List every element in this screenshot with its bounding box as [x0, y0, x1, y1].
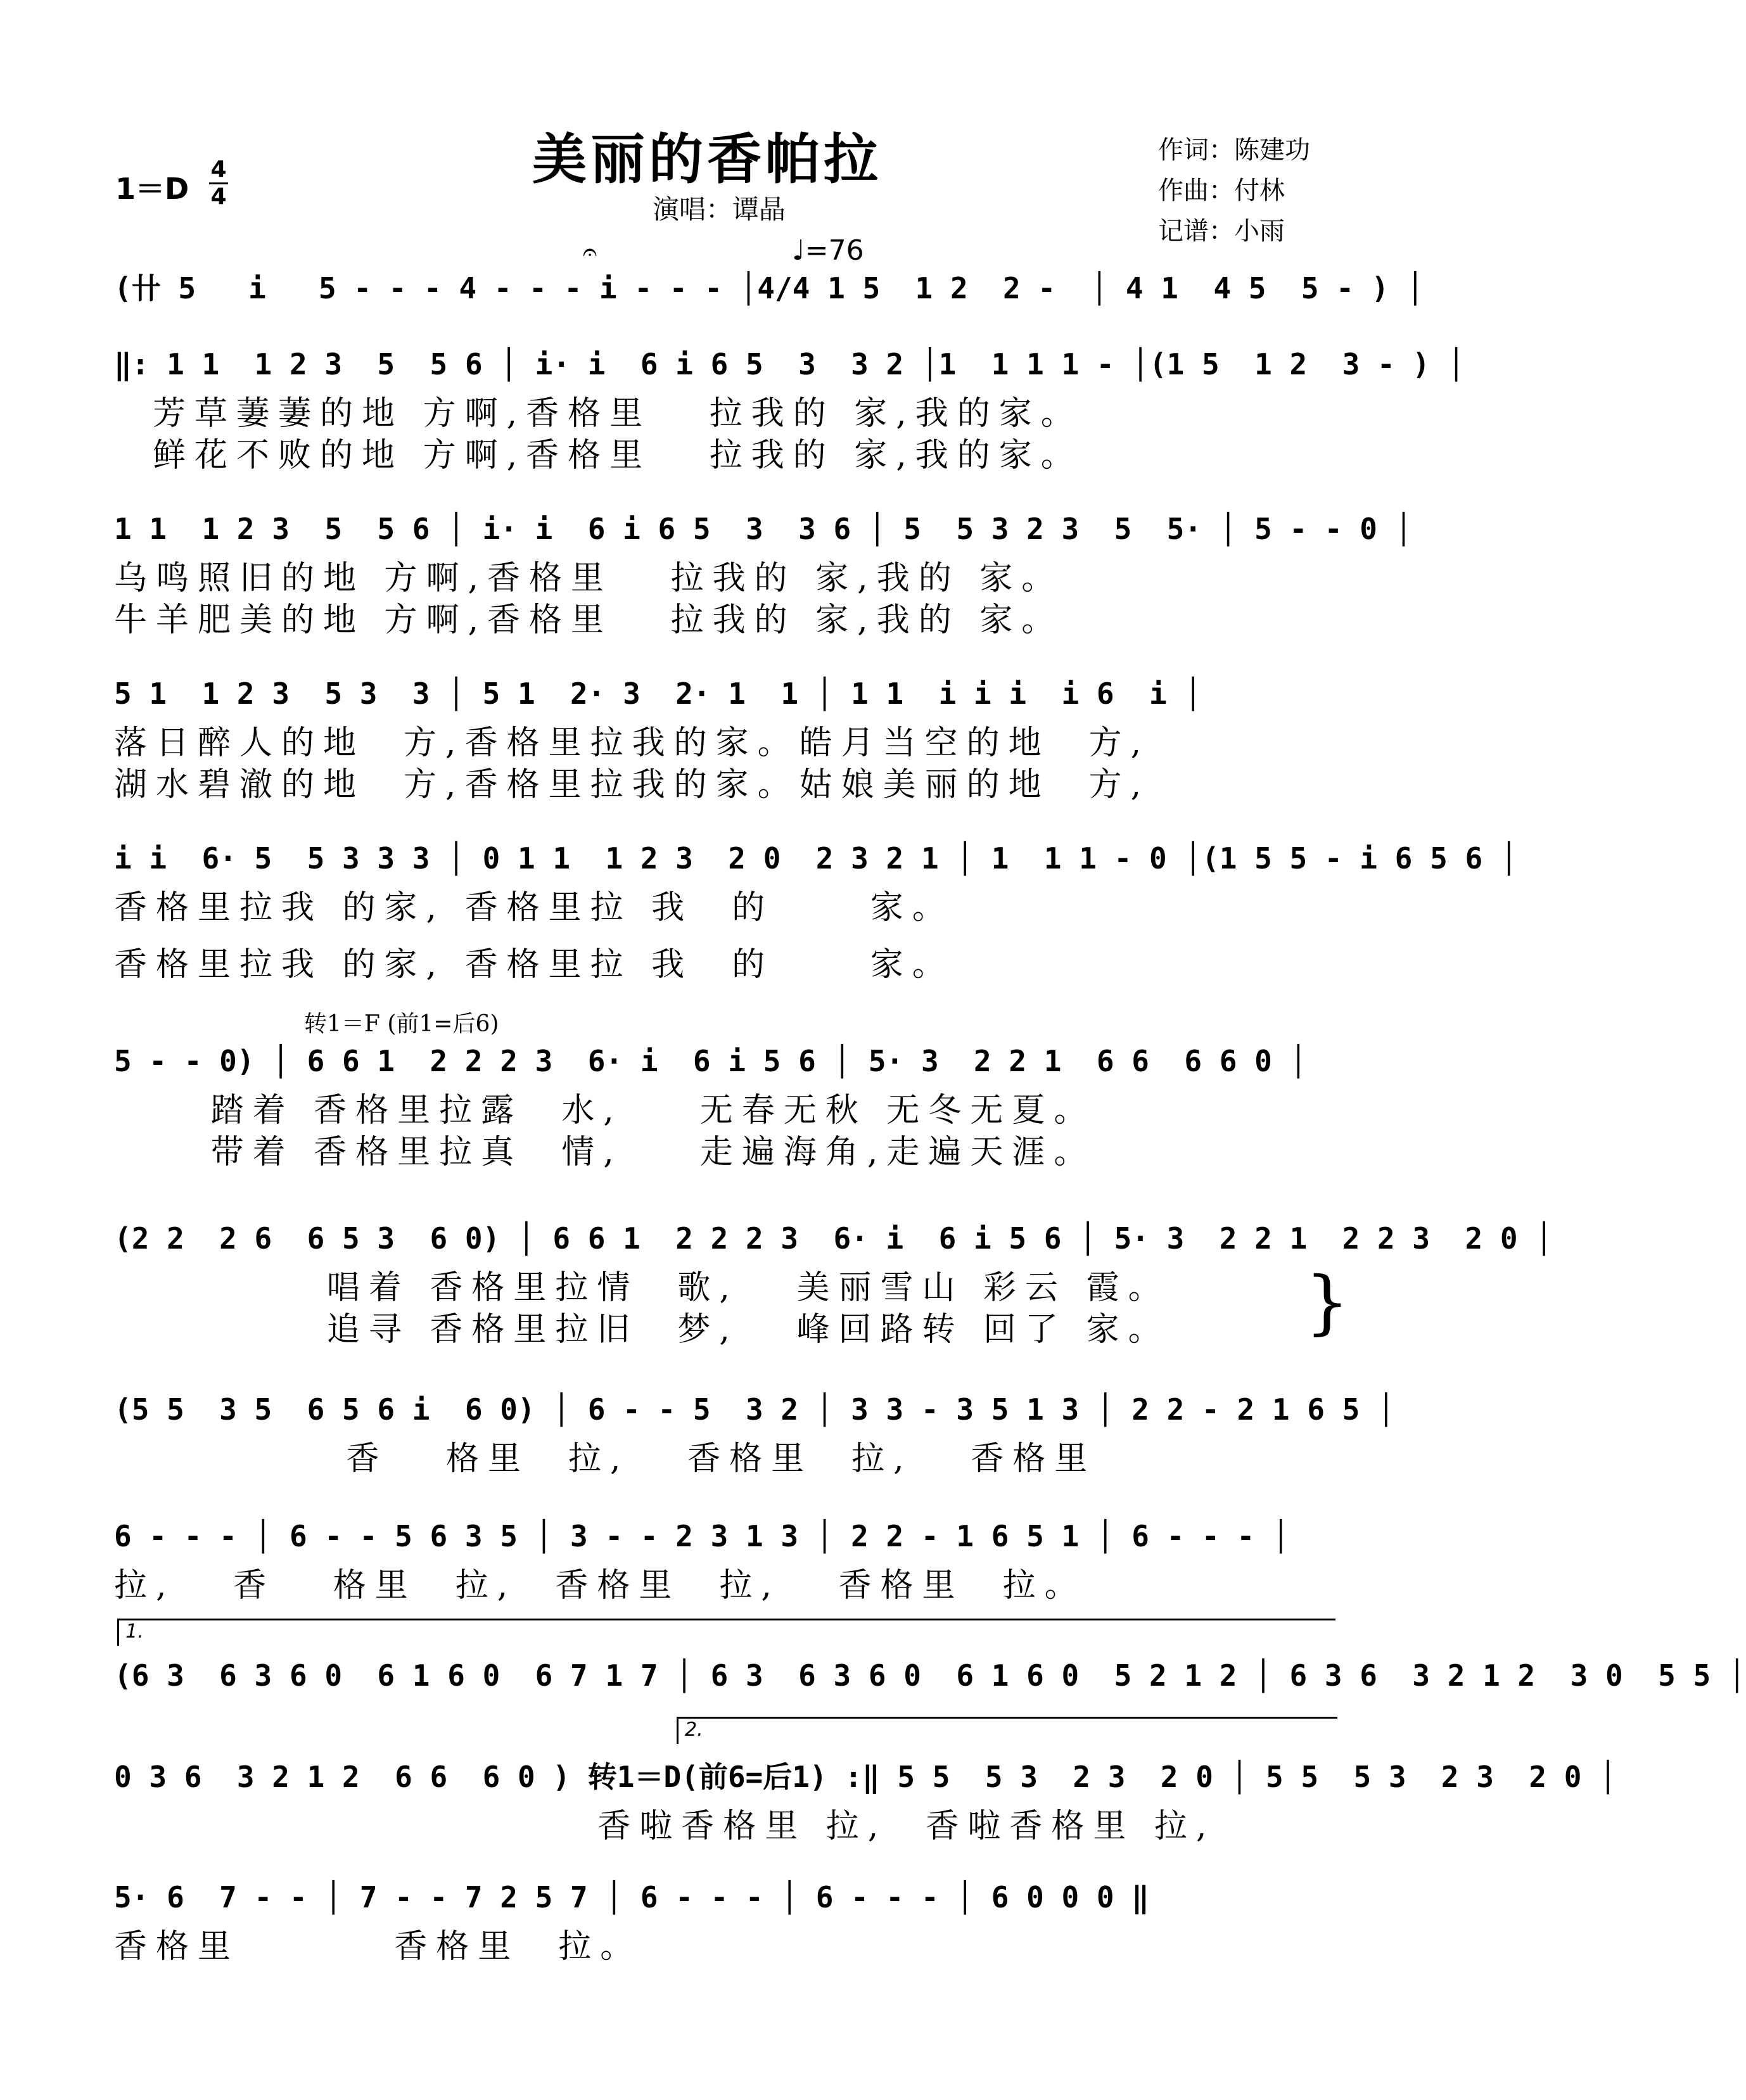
notation-line: 5 - - 0) │ 6 6 1 2 2 2 3 6· i 6 i 5 6 │ 5· 3 2 2 1 6 6 6 6 0 │ — [114, 1044, 1308, 1078]
first-ending-label: 1. — [125, 1620, 144, 1643]
time-signature — [209, 158, 228, 208]
notation-line: 5 1 1 2 3 5 3 3 │ 5 1 2· 3 2· 1 1 │ 1 1 i i i i 6 i │ — [114, 677, 1202, 711]
modulation-to-f: 转1＝F (前1=后6) — [304, 1011, 499, 1037]
notation-line: 1 1 1 2 3 5 5 6 │ i· i 6 i 6 5 3 3 6 │ 5 5 3 2 3 5 5· │ 5 - - 0 │ — [114, 512, 1413, 546]
lyric-verse-1: 落日醉人的地 方,香格里拉我的家。皓月当空的地 方, — [114, 724, 1150, 762]
lyric-verse-1: 踏着 香格里拉露 水, 无春无秋 无冬无夏。 — [114, 1091, 1096, 1130]
verse-brace: } — [1305, 1261, 1349, 1342]
lyric-verse-1: 唱着 香格里拉情 歌, 美丽雪山 彩云 霞。 — [114, 1269, 1170, 1307]
notation-line: i i 6· 5 5 3 3 3 │ 0 1 1 1 2 3 2 0 2 3 2 1 │ 1 1 1 - 0 │(1 5 5 - i 6 5 6 │ — [114, 841, 1518, 875]
lyric-coda: 香啦香格里 拉, 香啦香格里 拉, — [114, 1807, 1216, 1845]
lyric-verse-1: 乌鸣照旧的地 方啊,香格里 拉我的 家,我的 家。 — [114, 559, 1064, 597]
composer-credit: 作曲：付林 — [1158, 176, 1285, 205]
lyric-verse-2: 湖水碧澈的地 方,香格里拉我的家。姑娘美丽的地 方, — [114, 766, 1150, 804]
first-ending-bracket — [117, 1619, 1335, 1646]
second-ending-bracket — [677, 1717, 1337, 1744]
second-ending-label: 2. — [685, 1719, 703, 1741]
notation-line: (2 2 2 6 6 5 3 6 0) │ 6 6 1 2 2 2 3 6· i 6 i 5 6 │ 5· 3 2 2 1 2 2 3 2 0 │ — [114, 1221, 1553, 1256]
notation-line: 0 3 6 3 2 1 2 6 6 6 0 ) 转1＝D(前6=后1) :‖ 5 5 5 3 2 3 2 0 │ 5 5 5 3 2 3 2 0 │ — [114, 1760, 1617, 1794]
lyric-coda: 香格里 香格里 拉。 — [114, 1928, 642, 1966]
notation-line: (5 5 3 5 6 5 6 i 6 0) │ 6 - - 5 3 2 │ 3 3 - 3 5 1 3 │ 2 2 - 2 1 6 5 │ — [114, 1392, 1395, 1427]
lyricist-credit: 作词：陈建功 — [1158, 136, 1310, 165]
notation-line: ‖: 1 1 1 2 3 5 5 6 │ i· i 6 i 6 5 3 3 2 │1 1 1 1 - │(1 5 1 2 3 - ) │ — [114, 347, 1465, 381]
lyric-refrain: 拉, 香 格里 拉, 香格里 拉, 香格里 拉。 — [114, 1567, 1086, 1605]
lyric-verse-2: 鲜花不败的地 方啊,香格里 拉我的 家,我的家。 — [114, 436, 1083, 474]
lyric-verse-2: 牛羊肥美的地 方啊,香格里 拉我的 家,我的 家。 — [114, 601, 1064, 639]
key-signature: 1＝D — [115, 172, 189, 206]
notation-line: 6 - - - │ 6 - - 5 6 3 5 │ 3 - - 2 3 1 3 │ 2 2 - 1 6 5 1 │ 6 - - - │ — [114, 1519, 1290, 1553]
lyric-verse-2: 追寻 香格里拉旧 梦, 峰回路转 回了 家。 — [114, 1311, 1170, 1349]
transcriber-credit: 记谱：小雨 — [1158, 217, 1285, 246]
lyric-verse-1: 香格里拉我 的家, 香格里拉 我 的 家。 — [114, 889, 954, 927]
fermata-icon: 𝄐 — [583, 238, 597, 267]
time-numerator: 4 — [210, 156, 227, 182]
singer-credit: 演唱：谭晶 — [653, 194, 786, 225]
notation-line: 5· 6 7 - - │ 7 - - 7 2 5 7 │ 6 - - - │ 6 - - - │ 6 0 0 0 ‖ — [114, 1880, 1149, 1914]
tempo-marking: ♩=76 — [792, 234, 864, 267]
lyric-refrain: 香 格里 拉, 香格里 拉, 香格里 — [114, 1440, 1097, 1478]
notation-line: (卄 5 i 5 - - - 4 - - - i - - - │4/4 1 5 1 2 2 - │ 4 1 4 5 5 - ) │ — [114, 271, 1424, 305]
lyric-verse-1: 芳草萋萋的地 方啊,香格里 拉我的 家,我的家。 — [114, 395, 1083, 433]
lyric-verse-2: 香格里拉我 的家, 香格里拉 我 的 家。 — [114, 946, 954, 984]
song-title: 美丽的香帕拉 — [532, 127, 882, 191]
time-denominator: 4 — [210, 184, 227, 210]
notation-line: (6 3 6 3 6 0 6 1 6 0 6 7 1 7 │ 6 3 6 3 6 0 6 1 6 0 5 2 1 2 │ 6 3 6 3 2 1 2 3 0 5 5 │ — [114, 1658, 1746, 1693]
lyric-verse-2: 带着 香格里拉真 情, 走遍海角,走遍天涯。 — [114, 1133, 1096, 1171]
credits-block — [1158, 130, 1310, 251]
